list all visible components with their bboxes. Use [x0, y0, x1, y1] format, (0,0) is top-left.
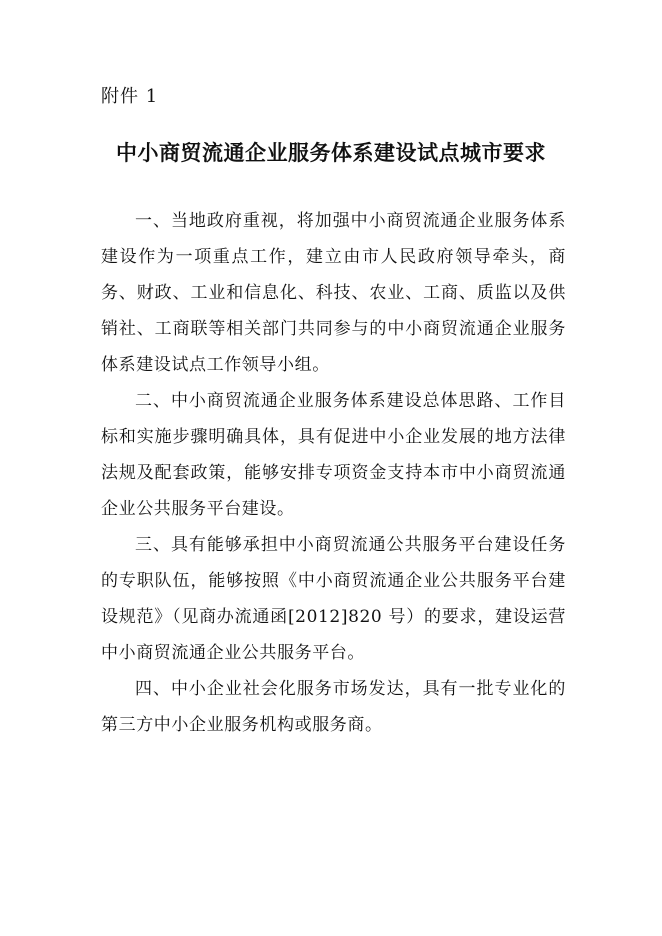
document-body [101, 203, 566, 743]
attachment-label: 附件 1 [101, 86, 159, 107]
document-title: 中小商贸流通企业服务体系建设试点城市要求 [116, 141, 546, 165]
paragraph-1: 一、当地政府重视，将加强中小商贸流通企业服务体系建设作为一项重点工作，建立由市人民政府领导牵头，商务、财政、工业和信息化、科技、农业、工商、质监以及供销社、工商联等相关部门共同参与的中小商贸流通企业服务体系建设试点工作领导小组。 [101, 211, 566, 375]
paragraph-3: 三、具有能够承担中小商贸流通公共服务平台建设任务的专职队伍，能够按照《中小商贸流通企业公共服务平台建设规范》（见商办流通函[2012]820 号）的要求，建设运营中小商贸流通企业公共服务平台。 [101, 535, 566, 663]
paragraph-4: 四、中小企业社会化服务市场发达，具有一批专业化的第三方中小企业服务机构或服务商。 [101, 679, 566, 735]
paragraph-2: 二、中小商贸流通企业服务体系建设总体思路、工作目标和实施步骤明确具体，具有促进中小企业发展的地方法律法规及配套政策，能够安排专项资金支持本市中小商贸流通企业公共服务平台建设。 [101, 391, 566, 519]
